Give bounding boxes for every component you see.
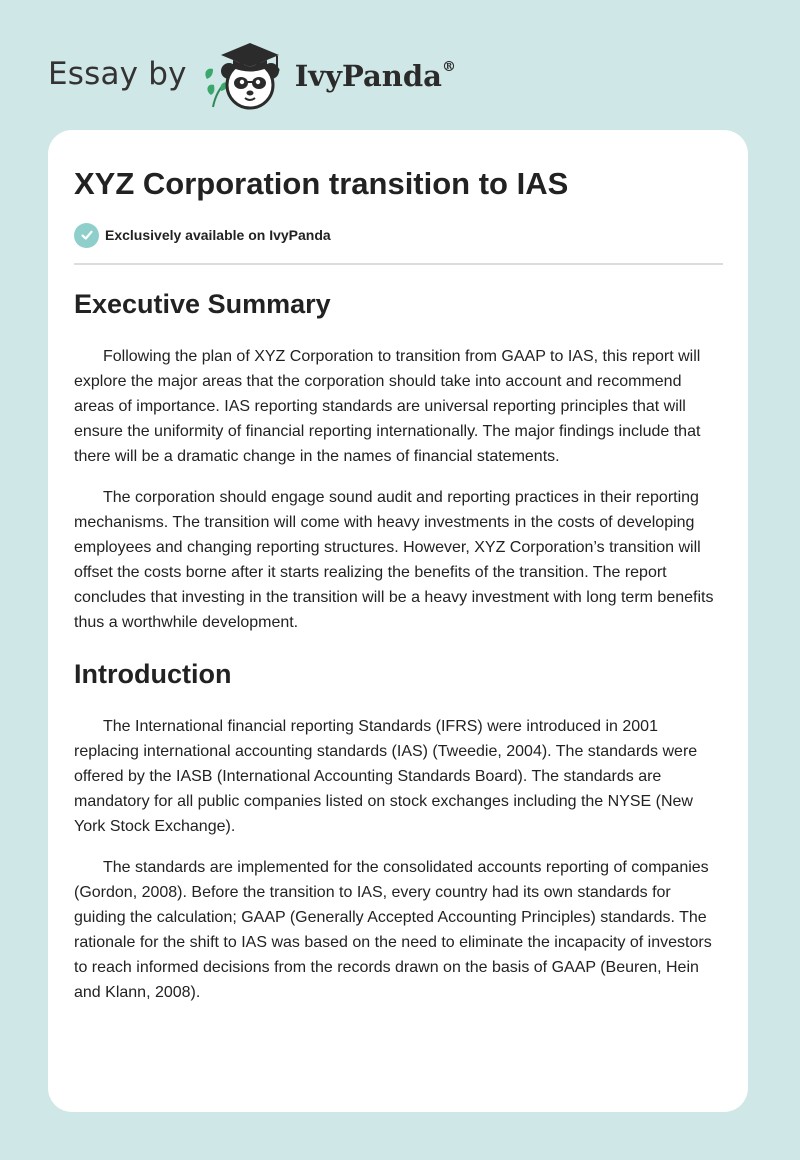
- essay-card: [48, 130, 748, 1112]
- page-title: XYZ Corporation transition to IAS: [74, 166, 569, 201]
- brand-text: IvyPanda: [294, 59, 442, 93]
- section-introduction: [74, 658, 722, 1005]
- essay-by-label: Essay by: [48, 56, 187, 92]
- site-header: [48, 34, 456, 114]
- brand-name: [295, 59, 456, 93]
- paragraph: The corporation should engage sound audit and reporting practices in their reporting mechanisms. The transition will come with heavy investments in the costs of developing employees and changing reporting structures. However, XYZ Corporation’s transition will offset the costs borne after it starts realizing the benefits of the transition. The report concludes that investing in the transition will be a heavy investment with long term benefits thus a worthwhile development.: [74, 489, 714, 631]
- ivypanda-logo[interactable]: [201, 35, 456, 113]
- paragraph: Following the plan of XYZ Corporation to transition from GAAP to IAS, this report will explore the major areas that the corporation should take into account and recommend areas of importance. IAS reporting standards are universal reporting principles that will ensure the uniformity of financial reporting internationally. The major findings include that there will be a dramatic change in the names of financial statements.: [74, 348, 701, 465]
- title-divider: [74, 263, 723, 265]
- paragraph: The standards are implemented for the consolidated accounts reporting of companies (Gordon, 2008). Before the transition to IAS, every country had its own standards for guiding the calculation; GAAP (Generally Accepted Accounting Principles) standards. The rationale for the shift to IAS was based on the need to eliminate the incapacity of investors to reach informed decisions from the records drawn on the basis of GAAP (Beuren, Hein and Klann, 2008).: [74, 859, 712, 1001]
- paragraph: The International financial reporting Standards (IFRS) were introduced in 2001 replacing international accounting standards (IAS) (Tweedie, 2004). The standards were offered by the IASB (International Accounting Standards Board). The standards are mandatory for all public companies listed on stock exchanges including the NYSE (New York Stock Exchange).: [74, 718, 698, 835]
- section-executive-summary: [74, 288, 722, 635]
- registered-mark: ®: [441, 59, 456, 76]
- exclusive-label: Exclusively available on IvyPanda: [105, 227, 331, 243]
- panda-graduate-icon: [201, 35, 293, 113]
- section-heading: Introduction: [74, 659, 232, 689]
- section-heading: Executive Summary: [74, 289, 331, 319]
- check-circle-icon: [74, 223, 99, 248]
- exclusive-badge: [74, 222, 722, 248]
